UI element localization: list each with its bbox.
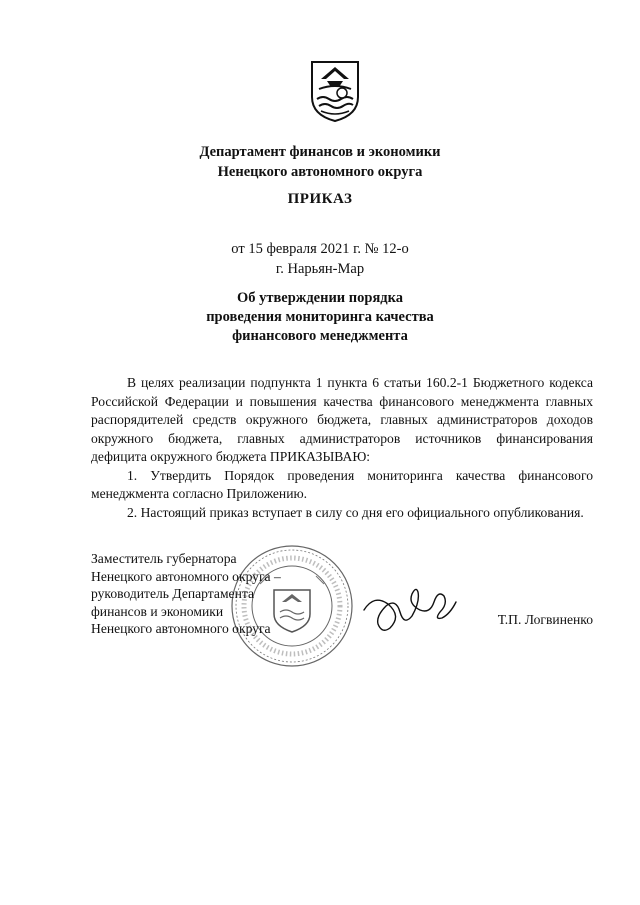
document-city: г. Нарьян-Мар [275, 261, 365, 277]
position-line-2: Ненецкого автономного округа – [91, 568, 281, 584]
department-heading [0, 142, 640, 182]
position-line-1: Заместитель губернатора [91, 551, 237, 566]
subject-line-2: проведения мониторинга качества [206, 309, 434, 325]
handwritten-signature [360, 582, 460, 637]
position-line-4: финансов и экономики [91, 603, 224, 619]
document-body [91, 374, 593, 522]
position-line-5: Ненецкого автономного округа [91, 621, 271, 636]
signer-name: Т.П. Логвиненко [497, 612, 593, 627]
body-item-2: 2. Настоящий приказ вступает в силу со дня его официального опубликования. [127, 504, 584, 520]
subject-line-3: финансового менеджмента [232, 328, 408, 344]
coat-of-arms-emblem [309, 59, 361, 124]
position-line-3: руководитель Департамента [91, 586, 254, 601]
body-intro-paragraph: В целях реализации подпункта 1 пункта 6 статьи 160.2-1 Бюджетного кодекса Российской Федерации и повышения качества финансового менеджмента главных распорядителей средств окружного бюджета, главных администраторов доходов окружного бюджета, главных администраторов источников финансирования дефицита окружного бюджета ПРИКАЗЫВАЮ: [91, 375, 593, 464]
document-subject [0, 289, 640, 346]
document-date-block [0, 239, 640, 279]
body-item-1: 1. Утвердить Порядок проведения мониторинга качества финансового менеджмента согласно Приложению. [91, 467, 593, 501]
department-line-1: Департамент финансов и экономики [199, 144, 441, 160]
department-line-2: Ненецкого автономного округа [217, 164, 423, 180]
signatory-position [91, 550, 281, 638]
document-date-number: от 15 февраля 2021 г. № 12-о [231, 241, 409, 257]
document-type: ПРИКАЗ [287, 191, 353, 207]
subject-line-1: Об утверждении порядка [236, 290, 404, 306]
